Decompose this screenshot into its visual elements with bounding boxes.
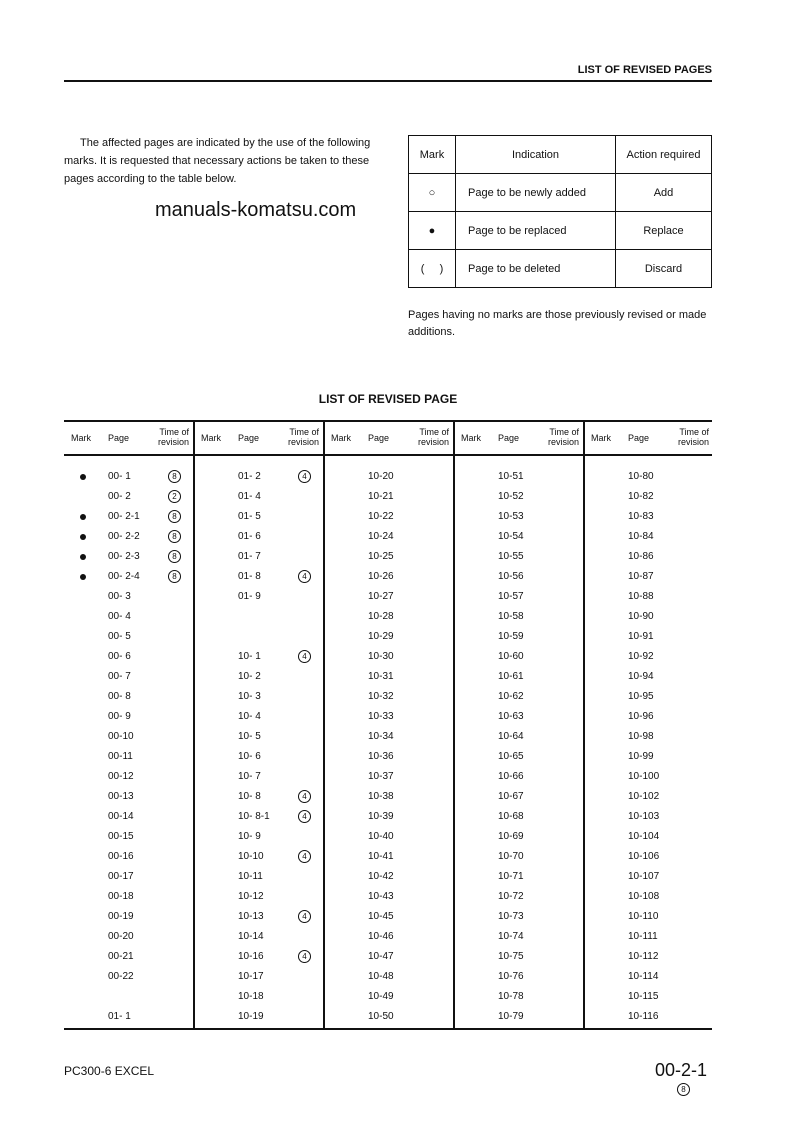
page-entry: 10-106 xyxy=(628,851,660,862)
revision-number: 4 xyxy=(298,950,311,963)
page-entry: 10-10 xyxy=(238,851,264,862)
page-entry: 10-66 xyxy=(498,771,524,782)
page-entry: 10-98 xyxy=(628,731,654,742)
page-entry: 10-27 xyxy=(368,591,394,602)
page-entry: 10-56 xyxy=(498,571,524,582)
column-header-mark: Mark xyxy=(591,433,611,443)
revision-number: 4 xyxy=(298,850,311,863)
page-entry: 10-24 xyxy=(368,531,394,542)
page-entry: 10-52 xyxy=(498,491,524,502)
page-entry: 10-26 xyxy=(368,571,394,582)
legend-indication: Page to be replaced xyxy=(456,212,616,250)
revision-number: 2 xyxy=(168,490,181,503)
page-entry: 00- 8 xyxy=(108,691,131,702)
column-header-page: Page xyxy=(498,433,520,443)
revision-number: 8 xyxy=(168,550,181,563)
page-entry: 00-17 xyxy=(108,871,134,882)
page-entry: 10-20 xyxy=(368,471,394,482)
page-entry: 10-14 xyxy=(238,931,264,942)
page-entry: 01- 5 xyxy=(238,511,261,522)
page-entry: 10-42 xyxy=(368,871,394,882)
page-entry: 10-43 xyxy=(368,891,394,902)
page-entry: 00-21 xyxy=(108,951,134,962)
column-header-time xyxy=(144,427,189,447)
page-entry: 10-51 xyxy=(498,471,524,482)
page-entry: 10-92 xyxy=(628,651,654,662)
revision-number: 4 xyxy=(298,650,311,663)
page-entry: 10-82 xyxy=(628,491,654,502)
page-number: 00-2-1 xyxy=(655,1060,708,1080)
revision-label: revision xyxy=(547,437,579,447)
page-entry: 10-91 xyxy=(628,631,654,642)
page-entry: 10-18 xyxy=(238,991,264,1002)
time-of-label: Time of xyxy=(419,427,449,437)
page-entry: 10-57 xyxy=(498,591,524,602)
page-entry: 10-29 xyxy=(368,631,394,642)
column-divider xyxy=(583,420,585,1030)
open-circle-icon: ○ xyxy=(409,174,456,212)
page-entry: 10-108 xyxy=(628,891,660,902)
page-entry: 10-61 xyxy=(498,671,524,682)
page-entry: 10-70 xyxy=(498,851,524,862)
page-entry: 10-13 xyxy=(238,911,264,922)
page-entry: 10-73 xyxy=(498,911,524,922)
page-entry: 10- 1 xyxy=(238,651,261,662)
page-entry: 10-19 xyxy=(238,1011,264,1022)
legend-header-indication: Indication xyxy=(456,136,616,174)
column-header-time xyxy=(664,427,709,447)
legend-row xyxy=(409,250,712,288)
column-header-page: Page xyxy=(238,433,260,443)
page-entry: 10- 7 xyxy=(238,771,261,782)
legend-header-action: Action required xyxy=(616,136,712,174)
page-entry: 10-104 xyxy=(628,831,660,842)
page-entry: 10-111 xyxy=(628,931,658,942)
column-header-mark: Mark xyxy=(201,433,221,443)
page-entry: 10-41 xyxy=(368,851,394,862)
legend-note: Pages having no marks are those previously revised or made additions. xyxy=(408,309,707,338)
page-entry: 10-80 xyxy=(628,471,654,482)
page-entry: 10-102 xyxy=(628,791,660,802)
time-of-label: Time of xyxy=(159,427,189,437)
page-entry: 10-115 xyxy=(628,991,659,1002)
legend-indication: Page to be deleted xyxy=(456,250,616,288)
page-entry: 10-47 xyxy=(368,951,394,962)
page-entry: 00-16 xyxy=(108,851,134,862)
page-entry: 00-11 xyxy=(108,751,133,762)
page-entry: 00-18 xyxy=(108,891,134,902)
revision-number: 8 xyxy=(168,530,181,543)
page-entry: 10-75 xyxy=(498,951,524,962)
page-entry: 10-40 xyxy=(368,831,394,842)
page-entry: 10-38 xyxy=(368,791,394,802)
revision-number: 8 xyxy=(168,570,181,583)
page-entry: 00-20 xyxy=(108,931,134,942)
column-header-page: Page xyxy=(628,433,650,443)
revision-number: 4 xyxy=(298,570,311,583)
legend-action: Replace xyxy=(616,212,712,250)
page-entry: 10-99 xyxy=(628,751,654,762)
page-entry: 10-32 xyxy=(368,691,394,702)
page-entry: 10-110 xyxy=(628,911,659,922)
page-entry: 10-95 xyxy=(628,691,654,702)
page-entry: 10-62 xyxy=(498,691,524,702)
page-entry: 10- 8 xyxy=(238,791,261,802)
page-entry: 10- 6 xyxy=(238,751,261,762)
page-entry: 00- 6 xyxy=(108,651,131,662)
legend-indication: Page to be newly added xyxy=(456,174,616,212)
header-rule xyxy=(64,80,712,82)
page-entry: 00-10 xyxy=(108,731,134,742)
page-entry: 01- 4 xyxy=(238,491,261,502)
page-entry: 10-55 xyxy=(498,551,524,562)
page-entry: 10-28 xyxy=(368,611,394,622)
legend-row xyxy=(409,174,712,212)
page-entry: 10-48 xyxy=(368,971,394,982)
revision-number: 4 xyxy=(298,810,311,823)
column-header-time xyxy=(534,427,579,447)
column-divider xyxy=(193,420,195,1030)
revision-label: revision xyxy=(417,437,449,447)
page-entry: 10-33 xyxy=(368,711,394,722)
page-entry: 10-22 xyxy=(368,511,394,522)
page-entry: 10-16 xyxy=(238,951,264,962)
page-entry: 10-83 xyxy=(628,511,654,522)
page-entry: 10-84 xyxy=(628,531,654,542)
page-entry: 10-65 xyxy=(498,751,524,762)
column-header-mark: Mark xyxy=(461,433,481,443)
revision-number: 8 xyxy=(168,470,181,483)
page-entry: 00- 9 xyxy=(108,711,131,722)
page-entry: 10-53 xyxy=(498,511,524,522)
page-entry: 00- 7 xyxy=(108,671,131,682)
page-entry: 00- 2-4 xyxy=(108,571,140,582)
page-entry: 10-88 xyxy=(628,591,654,602)
model-name: PC300-6 EXCEL xyxy=(64,1064,155,1078)
page-entry: 10-87 xyxy=(628,571,654,582)
page-entry: 00- 2 xyxy=(108,491,131,502)
revision-label: revision xyxy=(287,437,319,447)
page-entry: 10-114 xyxy=(628,971,659,982)
page-entry: 10-72 xyxy=(498,891,524,902)
legend-row xyxy=(409,212,712,250)
page-entry: 10-76 xyxy=(498,971,524,982)
page-entry: 10-79 xyxy=(498,1011,524,1022)
filled-circle-icon xyxy=(80,514,86,520)
page-entry: 10-46 xyxy=(368,931,394,942)
page-entry: 10-37 xyxy=(368,771,394,782)
page-entry: 10-12 xyxy=(238,891,264,902)
page-entry: 10-11 xyxy=(238,871,263,882)
legend-action: Add xyxy=(616,174,712,212)
time-of-label: Time of xyxy=(679,427,709,437)
page-entry: 01- 2 xyxy=(238,471,261,482)
column-divider xyxy=(323,420,325,1030)
list-top-rule xyxy=(64,420,712,422)
page-entry: 00-13 xyxy=(108,791,134,802)
header-title: LIST OF REVISED PAGES xyxy=(577,64,712,76)
page-entry: 10-59 xyxy=(498,631,524,642)
page-entry: 01- 8 xyxy=(238,571,261,582)
column-header-page: Page xyxy=(108,433,130,443)
page-entry: 10-74 xyxy=(498,931,524,942)
page-entry: 10-60 xyxy=(498,651,524,662)
revision-number: 4 xyxy=(298,910,311,923)
page-entry: 00- 1 xyxy=(108,471,131,482)
page-entry: 10-67 xyxy=(498,791,524,802)
page-entry: 00- 5 xyxy=(108,631,131,642)
page-entry: 10- 3 xyxy=(238,691,261,702)
filled-circle-icon xyxy=(80,574,86,580)
column-divider xyxy=(453,420,455,1030)
list-title: LIST OF REVISED PAGE xyxy=(318,392,458,406)
page-entry: 01- 9 xyxy=(238,591,261,602)
intro-text: The affected pages are indicated by the use of the following marks. It is requested that necessary actions be taken to these pages according to the table below. xyxy=(64,137,371,185)
page-entry: 01- 6 xyxy=(238,531,261,542)
page-entry: 10-36 xyxy=(368,751,394,762)
legend-header-row xyxy=(409,136,712,174)
page-entry: 00- 2-2 xyxy=(108,531,140,542)
column-header-time xyxy=(404,427,449,447)
page-entry: 10-39 xyxy=(368,811,394,822)
page-entry: 10-17 xyxy=(238,971,264,982)
page-entry: 00- 3 xyxy=(108,591,131,602)
filled-circle-icon xyxy=(80,554,86,560)
page-entry: 10-96 xyxy=(628,711,654,722)
revision-number: 4 xyxy=(298,790,311,803)
page-entry: 10-30 xyxy=(368,651,394,662)
page-entry: 10-68 xyxy=(498,811,524,822)
revision-number: 4 xyxy=(298,470,311,483)
legend-action: Discard xyxy=(616,250,712,288)
page-entry: 10-116 xyxy=(628,1011,659,1022)
column-header-time xyxy=(274,427,319,447)
page-entry: 00-15 xyxy=(108,831,134,842)
page-entry: 00-14 xyxy=(108,811,134,822)
page-entry: 10-103 xyxy=(628,811,660,822)
page-entry: 10-25 xyxy=(368,551,394,562)
page-entry: 10-107 xyxy=(628,871,660,882)
page-entry: 10-63 xyxy=(498,711,524,722)
time-of-label: Time of xyxy=(289,427,319,437)
page-entry: 10-45 xyxy=(368,911,394,922)
page-entry: 00- 2-3 xyxy=(108,551,140,562)
revision-number: 8 xyxy=(168,510,181,523)
page-entry: 10-94 xyxy=(628,671,654,682)
page-entry: 10-21 xyxy=(368,491,394,502)
page-entry: 10-31 xyxy=(368,671,394,682)
page-entry: 10- 2 xyxy=(238,671,261,682)
page-entry: 10-49 xyxy=(368,991,394,1002)
page-entry: 10-100 xyxy=(628,771,660,782)
page-entry: 01- 7 xyxy=(238,551,261,562)
watermark: manuals-komatsu.com xyxy=(155,199,357,221)
page-entry: 10-64 xyxy=(498,731,524,742)
page-entry: 10- 8-1 xyxy=(238,811,270,822)
page-entry: 10-54 xyxy=(498,531,524,542)
list-bottom-rule xyxy=(64,1028,712,1030)
legend-header-mark: Mark xyxy=(409,136,456,174)
page-entry: 01- 1 xyxy=(108,1011,131,1022)
time-of-label: Time of xyxy=(549,427,579,437)
page-entry: 10- 4 xyxy=(238,711,261,722)
page-entry: 10-90 xyxy=(628,611,654,622)
page-entry: 10-50 xyxy=(368,1011,394,1022)
page-entry: 10-34 xyxy=(368,731,394,742)
legend-table xyxy=(408,135,712,288)
page-entry: 10-58 xyxy=(498,611,524,622)
column-header-mark: Mark xyxy=(331,433,351,443)
revision-label: revision xyxy=(677,437,709,447)
page-entry: 00- 4 xyxy=(108,611,131,622)
page-entry: 10- 9 xyxy=(238,831,261,842)
page-entry: 10-78 xyxy=(498,991,524,1002)
page-entry: 10-71 xyxy=(498,871,524,882)
filled-circle-icon xyxy=(80,474,86,480)
column-header-mark: Mark xyxy=(71,433,91,443)
list-header-rule xyxy=(64,454,712,456)
page-entry: 00-22 xyxy=(108,971,134,982)
page-entry: 10-69 xyxy=(498,831,524,842)
page-entry: 00-12 xyxy=(108,771,134,782)
revision-label: revision xyxy=(157,437,189,447)
page-entry: 00- 2-1 xyxy=(108,511,140,522)
filled-circle-icon xyxy=(80,534,86,540)
page-entry: 10-86 xyxy=(628,551,654,562)
page-revision: 8 xyxy=(677,1083,690,1096)
column-header-page: Page xyxy=(368,433,390,443)
page-entry: 00-19 xyxy=(108,911,134,922)
page-entry: 10- 5 xyxy=(238,731,261,742)
filled-circle-icon: ● xyxy=(409,212,456,250)
page-entry: 10-112 xyxy=(628,951,659,962)
parentheses-icon: ( ) xyxy=(409,250,456,288)
